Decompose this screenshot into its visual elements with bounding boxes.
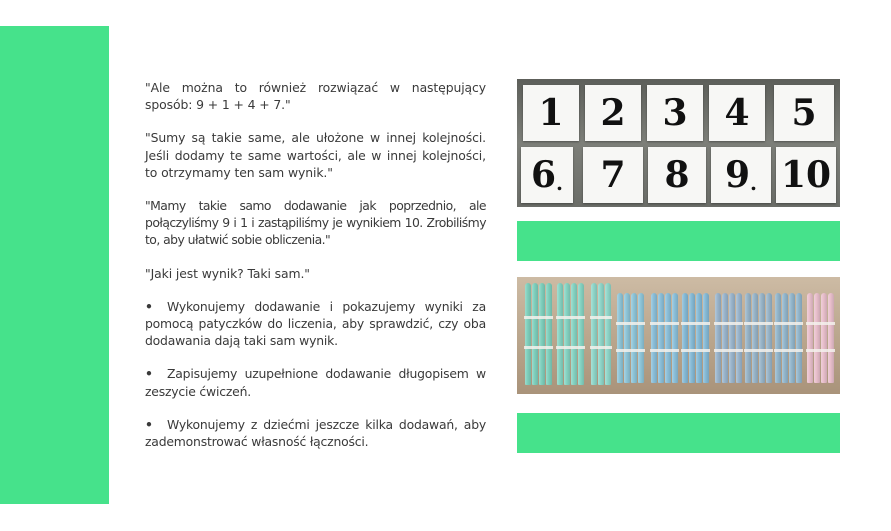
card-number: 5 — [791, 92, 817, 134]
rubber-band — [806, 349, 835, 352]
paragraph-combined-addition: "Mamy takie samo dodawanie jak poprzednio, ale połączyliśmy 9 i 1 i zastąpiliśmy je wynikiem 10. Zrobiliśmy to, aby ułatwić sobie obliczenia." — [145, 198, 486, 248]
counting-stick — [828, 293, 834, 383]
rubber-band — [590, 316, 612, 319]
bullet-text: Zapisujemy uzupełnione dodawanie długopisem w zeszycie ćwiczeń. — [145, 366, 486, 399]
number-card — [647, 85, 703, 141]
card-number: 2 — [600, 92, 626, 134]
paragraph-same-sums: "Sumy są takie same, ale ułożone w innej kolejności. Jeśli dodamy te same wartości, ale w innej kolejności, to otrzymamy ten sam wynik." — [145, 130, 486, 180]
counting-stick — [715, 293, 721, 383]
rubber-band — [714, 322, 743, 325]
text-column — [145, 79, 486, 466]
counting-stick — [578, 283, 584, 385]
counting-stick — [651, 293, 657, 383]
green-block-bottom — [517, 413, 840, 453]
rubber-band — [556, 316, 585, 319]
card-number: 6 — [530, 154, 557, 196]
counting-stick — [729, 293, 735, 383]
counting-stick — [814, 293, 820, 383]
number-card — [521, 147, 573, 203]
counting-stick — [689, 293, 695, 383]
counting-stick — [789, 293, 795, 383]
counting-stick — [658, 293, 664, 383]
card-number: 4 — [724, 92, 750, 134]
rubber-band — [714, 349, 743, 352]
card-number: 3 — [662, 92, 688, 134]
stick-bundle — [591, 283, 611, 385]
counting-stick — [638, 293, 644, 383]
stick-bundle — [617, 293, 644, 383]
number-card — [585, 85, 641, 141]
counting-stick — [821, 293, 827, 383]
rubber-band — [744, 349, 773, 352]
counting-stick — [722, 293, 728, 383]
counting-stick — [598, 283, 604, 385]
stick-bundle — [807, 293, 834, 383]
rubber-band — [524, 346, 553, 349]
counting-stick — [736, 293, 742, 383]
counting-stick — [745, 293, 751, 383]
counting-stick — [532, 283, 538, 385]
number-card — [774, 85, 834, 141]
counting-stick — [703, 293, 709, 383]
counting-stick — [752, 293, 758, 383]
counting-stick — [605, 283, 611, 385]
paragraph-question-result: "Jaki jest wynik? Taki sam." — [145, 265, 310, 281]
bullet-item — [145, 416, 486, 450]
bullet-item — [145, 298, 486, 350]
counting-stick — [564, 283, 570, 385]
bullet-icon: • — [145, 298, 153, 314]
counting-stick — [571, 283, 577, 385]
number-card — [648, 147, 706, 203]
rubber-band — [650, 322, 679, 325]
counting-stick — [672, 293, 678, 383]
stick-bundle — [651, 293, 678, 383]
accent-bar-left — [0, 26, 109, 504]
stick-bundle — [682, 293, 709, 383]
counting-stick — [617, 293, 623, 383]
card-number: 9 — [724, 154, 751, 196]
counting-stick — [557, 283, 563, 385]
counting-stick — [525, 283, 531, 385]
counting-sticks-photo — [517, 277, 840, 394]
counting-stick — [782, 293, 788, 383]
green-block-top — [517, 221, 840, 261]
bullet-text: Wykonujemy z dziećmi jeszcze kilka dodawań, aby zademonstrować własność łączności. — [145, 416, 486, 450]
stick-bundle — [525, 283, 552, 385]
number-card — [523, 85, 579, 141]
card-number: 8 — [664, 154, 690, 196]
counting-stick — [591, 283, 597, 385]
rubber-band — [616, 349, 645, 352]
number-card — [776, 147, 836, 203]
counting-stick — [775, 293, 781, 383]
bullet-item — [145, 365, 486, 399]
stick-bundle — [557, 283, 584, 385]
rubber-band — [524, 316, 553, 319]
counting-stick — [682, 293, 688, 383]
stick-bundle — [745, 293, 772, 383]
number-card — [709, 85, 765, 141]
counting-stick — [766, 293, 772, 383]
counting-stick — [546, 283, 552, 385]
stick-bundle — [775, 293, 802, 383]
rubber-band — [616, 322, 645, 325]
bullet-icon: • — [145, 366, 153, 382]
counting-stick — [539, 283, 545, 385]
card-number: 10 — [780, 154, 832, 196]
counting-stick — [807, 293, 813, 383]
bullet-text: Wykonujemy dodawanie i pokazujemy wyniki za pomocą patyczków do liczenia, aby sprawdzić, czy oba dodawania dają taki sam wynik. — [145, 298, 486, 349]
bullet-icon: • — [145, 416, 153, 432]
rubber-band — [774, 322, 803, 325]
rubber-band — [744, 322, 773, 325]
number-cards-photo — [517, 79, 840, 207]
counting-stick — [796, 293, 802, 383]
number-card — [711, 147, 771, 203]
counting-stick — [624, 293, 630, 383]
counting-stick — [696, 293, 702, 383]
number-card — [583, 147, 643, 203]
rubber-band — [681, 322, 710, 325]
paragraph-alternative-solution: "Ale można to również rozwiązać w następujący sposób: 9 + 1 + 4 + 7." — [145, 80, 486, 113]
underline-dot-icon: . — [750, 171, 758, 195]
counting-stick — [759, 293, 765, 383]
rubber-band — [650, 349, 679, 352]
rubber-band — [556, 346, 585, 349]
card-number: 7 — [600, 154, 626, 196]
stick-bundle — [715, 293, 742, 383]
counting-stick — [665, 293, 671, 383]
counting-stick — [631, 293, 637, 383]
rubber-band — [681, 349, 710, 352]
rubber-band — [590, 346, 612, 349]
rubber-band — [806, 322, 835, 325]
rubber-band — [774, 349, 803, 352]
underline-dot-icon: . — [556, 171, 564, 195]
card-number: 1 — [538, 92, 564, 134]
